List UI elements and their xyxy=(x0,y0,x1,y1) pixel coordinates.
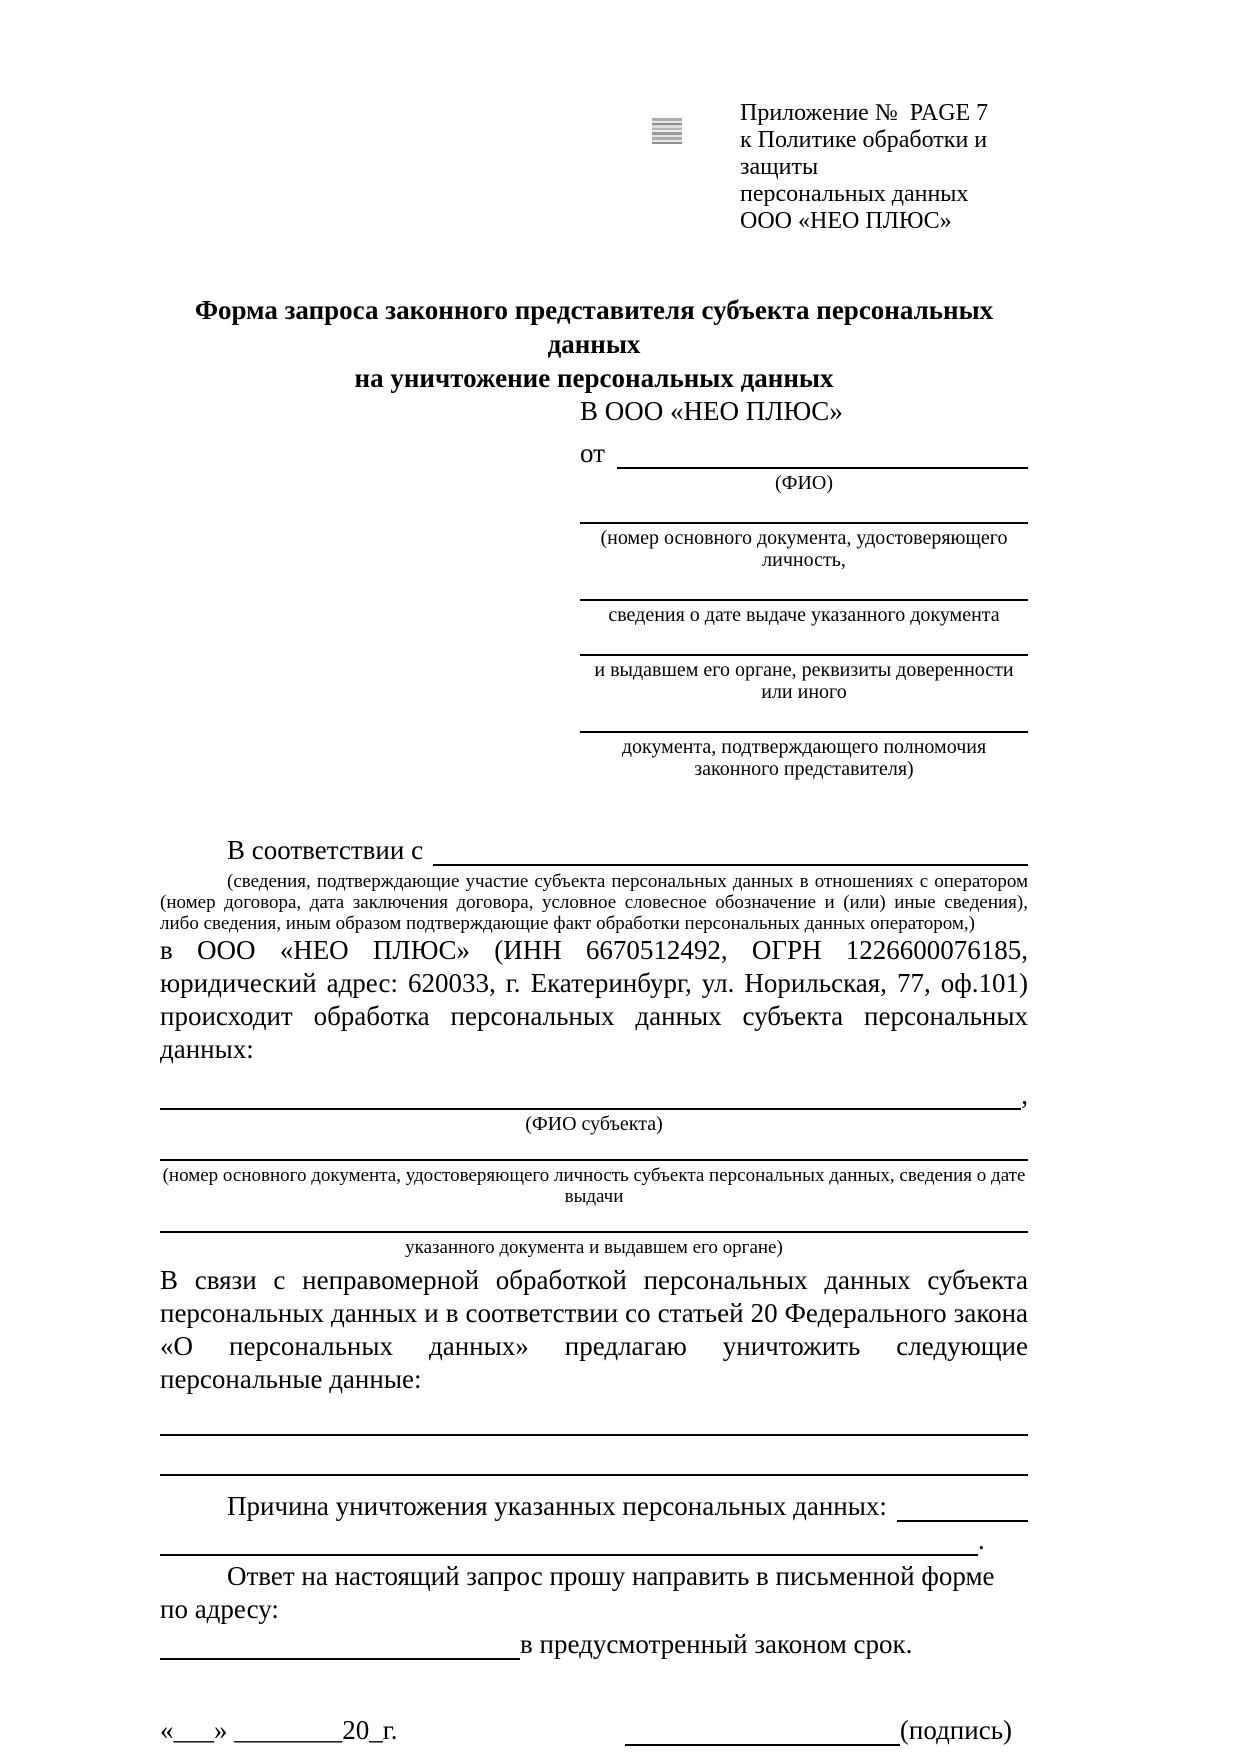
trailing-comma: , xyxy=(1021,1080,1028,1110)
date-blank: «___» ________20_г. xyxy=(160,1715,398,1745)
reply-line: Ответ на настоящий запрос прошу направить в письменной форме по адресу: xyxy=(160,1561,995,1624)
data-fill-line-2[interactable] xyxy=(160,1474,1028,1476)
addressee-block xyxy=(580,395,1028,780)
trailing-period: . xyxy=(978,1525,985,1555)
accordance-row xyxy=(160,832,1028,866)
subject-doc-caption-1: (номер основного документа, удостоверяющего личность субъекта персональных данных, сведения о дате выдачи xyxy=(162,1165,1026,1207)
reply-address-row xyxy=(160,1626,1028,1660)
reason-fill-line-2[interactable] xyxy=(160,1520,978,1556)
data-fill-line-1[interactable] xyxy=(160,1434,1028,1436)
appendix-header-line: Приложение № PAGE 7 xyxy=(740,100,989,126)
from-row xyxy=(580,435,1028,469)
representative-fio-fill-line[interactable] xyxy=(617,433,1028,469)
representative-doc-caption: сведения о дате выдаче указанного документа xyxy=(608,604,1000,626)
representative-doc-caption: документа, подтверждающего полномочия законного представителя) xyxy=(621,736,987,780)
subject-doc-caption-2: указанного документа и выдавшем его органе) xyxy=(405,1237,783,1258)
subject-doc-fill-line[interactable] xyxy=(160,1159,1028,1161)
representative-doc-caption: (номер основного документа, удостоверяющего личность, xyxy=(600,527,1008,571)
accordance-label: В соответствии с xyxy=(227,835,424,865)
form-title-line-1: Форма запроса законного представителя субъекта персональных данных xyxy=(194,295,994,359)
representative-doc-caption: и выдавшем его органе, реквизиты доверенности или иного xyxy=(594,659,1014,703)
subject-fio-row xyxy=(160,1078,1028,1110)
destruction-paragraph: В связи с неправомерной обработкой персональных данных субъекта персональных данных и в соответствии со статьей 20 Федерального закона «О персональных данных» предлагаю уничтожить следующие персональные данные: xyxy=(160,1265,1028,1394)
representative-doc-fill-line[interactable] xyxy=(580,599,1028,601)
reply-suffix: в предусмотренный законом срок. xyxy=(520,1629,913,1659)
addressee-to-line: В ООО «НЕО ПЛЮС» xyxy=(580,396,843,426)
representative-doc-fill-line[interactable] xyxy=(580,522,1028,524)
embedded-object-icon xyxy=(652,118,682,144)
appendix-header-line: к Политике обработки и защиты xyxy=(740,127,994,180)
representative-doc-fill-line[interactable] xyxy=(580,731,1028,733)
reply-address-fill-line[interactable] xyxy=(160,1624,520,1660)
appendix-header-line: персональных данных xyxy=(740,181,969,207)
date-signature-row xyxy=(160,1712,1028,1746)
representative-doc-fill-line[interactable] xyxy=(580,654,1028,656)
form-title xyxy=(160,293,1028,395)
accordance-note: (сведения, подтверждающие участие субъекта персональных данных в отношениях с оператором (номер договора, дата заключения договора, условное словесное обозначение и (или) иные сведения), либо сведения, иным образом подтверждающие факт обработки персональных данных оператором,) xyxy=(160,871,1028,934)
reason-row xyxy=(160,1486,1028,1522)
signature-caption: (подпись) xyxy=(899,1715,1012,1745)
appendix-header xyxy=(740,100,1028,235)
signature-group xyxy=(625,1712,1012,1746)
appendix-header-line: ООО «НЕО ПЛЮС» xyxy=(740,208,952,234)
form-title-line-2: на уничтожение персональных данных xyxy=(354,363,834,393)
subject-doc-fill-line[interactable] xyxy=(160,1231,1028,1233)
reason-fill-line[interactable] xyxy=(897,1484,1028,1522)
signature-fill-line[interactable] xyxy=(625,1712,900,1746)
fio-caption: (ФИО) xyxy=(774,472,833,494)
subject-fio-fill-line[interactable] xyxy=(160,1078,1021,1110)
subject-fio-caption: (ФИО субъекта) xyxy=(525,1113,663,1135)
accordance-fill-line[interactable] xyxy=(433,830,1028,866)
from-label: от xyxy=(580,438,605,468)
operator-paragraph: в ООО «НЕО ПЛЮС» (ИНН 6670512492, ОГРН 1226600076185, юридический адрес: 620033, г. Екатеринбург, ул. Норильская, 77, оф.101) происходит обработка персональных данных субъекта персональных данных: xyxy=(160,935,1028,1064)
reason-continuation-row xyxy=(160,1522,1028,1556)
reason-label: Причина уничтожения указанных персональных данных: xyxy=(227,1491,887,1521)
